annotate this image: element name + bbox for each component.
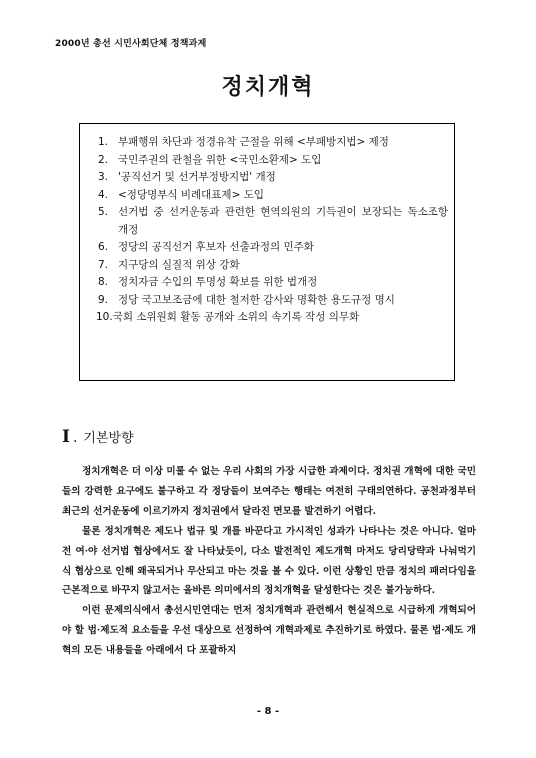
page-number: - 8 -: [256, 706, 280, 717]
list-item: [98, 292, 448, 310]
list-item-text: 지구당의 실질적 위상 강화: [118, 258, 240, 271]
list-item: [98, 187, 448, 205]
list-item-text: 정치자금 수입의 투명성 확보를 위한 법개정: [118, 276, 318, 288]
list-item-text: 국회 소위원회 활동 공개와 소위의 속기록 작성 의무화: [112, 311, 360, 323]
list-item-number: 7.: [98, 258, 109, 271]
summary-box: [79, 123, 455, 381]
list-item-text: 부패행위 차단과 정경유착 근절을 위해 <부패방지법> 제정: [118, 136, 389, 148]
list-item: [98, 309, 448, 327]
page-title: 정치개혁: [221, 74, 315, 100]
paragraph: 이런 문제의식에서 총선시민연대는 먼저 정치개혁과 관련해서 현실적으로 시급하게 개혁되어야 할 법·제도적 요소들을 우선 대상으로 선정하여 개혁과제로 추진하기로 하였다. 물론 법·제도 개혁의 모든 내용들을 아래에서 다 포괄하지: [62, 605, 476, 657]
body-text: [62, 462, 476, 661]
list-item-number: 1.: [98, 136, 109, 148]
list-item-text: 정당의 공직선거 후보자 선출과정의 민주화: [118, 241, 314, 253]
list-item-number: 3.: [98, 171, 109, 183]
running-header: 2000년 총선 시민사회단체 정책과제: [55, 39, 207, 49]
list-item-text: 정당 국고보조금에 대한 철저한 감사와 명확한 용도규정 명시: [118, 293, 395, 306]
paragraph: 정치개혁은 더 이상 미룰 수 없는 우리 사회의 가장 시급한 과제이다. 정치권 개혁에 대한 국민들의 강력한 요구에도 불구하고 각 정당들이 보여주는 행태는 여전히 구태의연하다. 공천과정부터 최근의 선거운동에 이르기까지 정치권에서 달라진 면모를 발견하기 어렵다.: [62, 466, 476, 517]
list-item-number: 8.: [98, 276, 109, 288]
list-item: [98, 152, 448, 170]
list-item: [98, 274, 448, 292]
list-item-number: 9.: [98, 293, 109, 306]
summary-list: [98, 134, 448, 327]
section-title: 기본방향: [83, 431, 134, 446]
list-item-number: 10.: [96, 311, 113, 323]
list-item-number: 2.: [98, 153, 109, 166]
list-item-text: <정당명부식 비례대표제> 도입: [118, 188, 264, 201]
list-item: [98, 204, 448, 239]
list-item-number: 4.: [98, 188, 109, 201]
paragraph: 물론 정치개혁은 제도나 법규 및 개를 바꾼다고 가시적인 성과가 나타나는 것은 아니다. 얼마 전 여·야 선거법 협상에서도 잘 나타났듯이, 다소 발전적인 제도개혁 마저도 당리당략과 나눠먹기식 협상으로 인해 왜곡되거나 무산되고 마는 것을 볼 수 있다. 이런 상황인 만큼 정치의 패러다임을 근본적으로 바꾸지 않고서는 올바른 의미에서의 정치개혁을 달성한다는 것은 불가능하다.: [62, 525, 476, 597]
list-item: [98, 169, 448, 187]
list-item-number: 6.: [98, 241, 109, 253]
section-heading: [62, 427, 134, 447]
list-item: [98, 134, 448, 152]
list-item-text: 선거법 중 선거운동과 관련한 현역의원의 기득권이 보장되는 독소조항 개정: [118, 206, 448, 236]
list-item: [98, 257, 448, 275]
section-separator: .: [72, 430, 78, 446]
list-item-text: 국민주권의 관철을 위한 <국민소환제> 도입: [118, 153, 322, 166]
list-item-number: 5.: [98, 206, 109, 218]
list-item: [98, 239, 448, 257]
list-item-text: '공직선거 및 선거부정방지법' 개정: [118, 171, 276, 183]
section-numeral: Ⅰ: [62, 427, 70, 447]
